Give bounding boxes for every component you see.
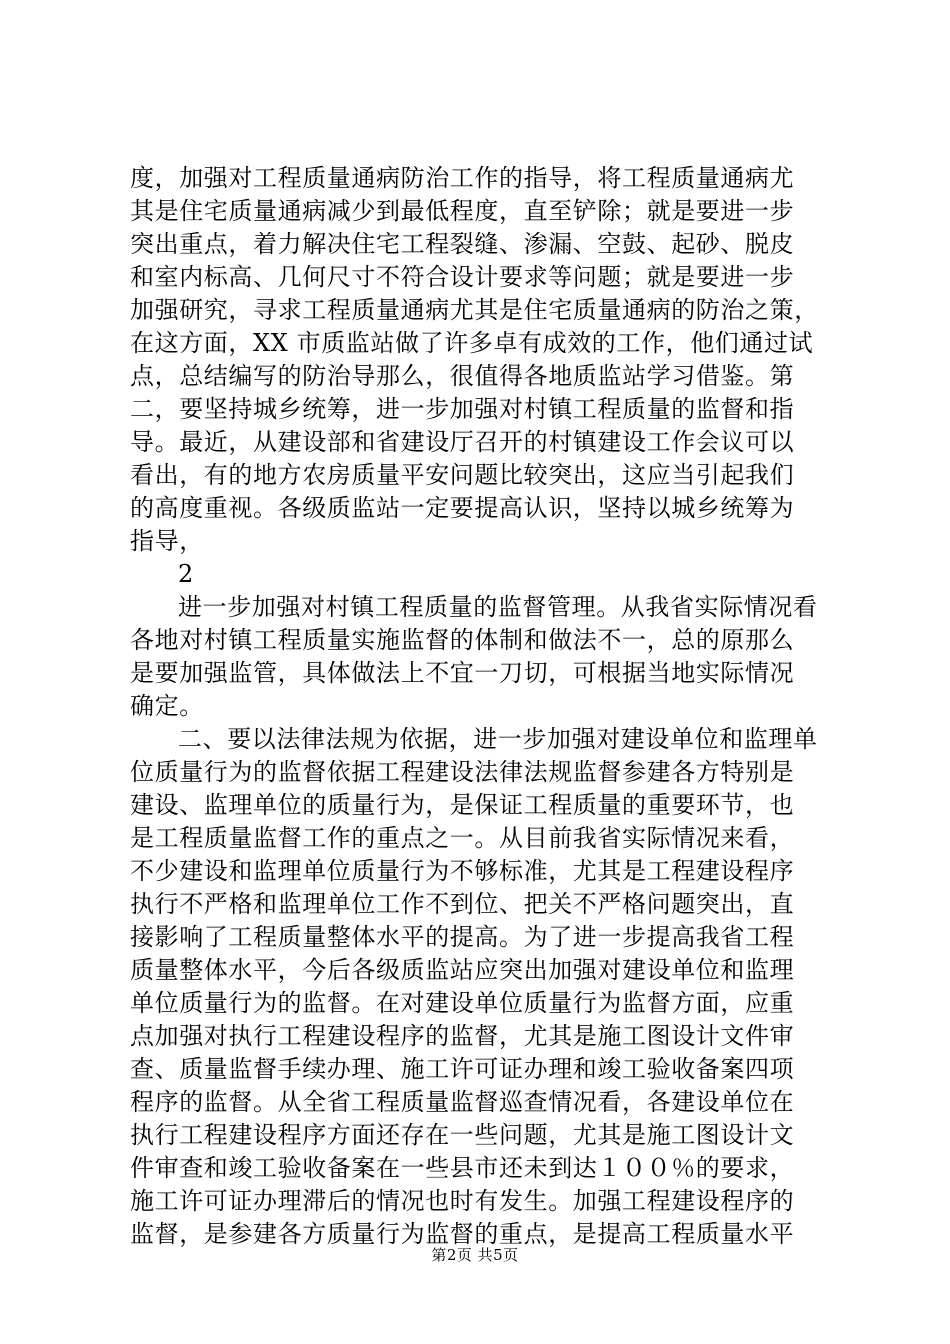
text-line: 看出，有的地方农房质量平安问题比较突出，这应当引起我们 xyxy=(130,461,795,489)
text-line: 质量整体水平，今后各级质监站应突出加强对建设单位和监理 xyxy=(130,956,795,984)
text-line: 度，加强对工程质量通病防治工作的指导，将工程质量通病尤 xyxy=(130,164,795,192)
text-line: 在这方面，XX 市质监站做了许多卓有成效的工作，他们通过试 xyxy=(130,329,814,357)
text-line: 是要加强监管，具体做法上不宜一刀切，可根据当地实际情况 xyxy=(130,659,795,687)
text-line: 接影响了工程质量整体水平的提高。为了进一步提高我省工程 xyxy=(130,923,795,951)
text-line: 其是住宅质量通病减少到最低程度，直至铲除；就是要进一步 xyxy=(130,197,795,225)
page-footer: 第2页 共5页 xyxy=(431,1246,519,1264)
text-line: 点加强对执行工程建设程序的监督，尤其是施工图设计文件审 xyxy=(130,1022,795,1050)
text-line: 执行工程建设程序方面还存在一些问题，尤其是施工图设计文 xyxy=(130,1121,795,1149)
text-line: 点，总结编写的防治导那么，很值得各地质监站学习借鉴。第 xyxy=(130,362,795,390)
text-line: 指导， xyxy=(130,527,204,555)
text-line: 加强研究，寻求工程质量通病尤其是住宅质量通病的防治之策， xyxy=(130,296,819,324)
text-line: 程序的监督。从全省工程质量监督巡查情况看，各建设单位在 xyxy=(130,1088,795,1116)
text-line: 进一步加强对村镇工程质量的监督管理。从我省实际情况看 xyxy=(178,593,818,621)
text-line: 突出重点，着力解决住宅工程裂缝、渗漏、空鼓、起砂、脱皮 xyxy=(130,230,795,258)
text-line: 的高度重视。各级质监站一定要提高认识，坚持以城乡统筹为 xyxy=(130,494,795,522)
text-line: 是工程质量监督工作的重点之一。从目前我省实际情况来看， xyxy=(130,824,795,852)
body-text xyxy=(130,162,830,1251)
text-line: 确定。 xyxy=(130,692,204,720)
text-line: 施工许可证办理滞后的情况也时有发生。加强工程建设程序的 xyxy=(130,1187,795,1215)
text-line: 和室内标高、几何尺寸不符合设计要求等问题；就是要进一步 xyxy=(130,263,795,291)
text-line: 单位质量行为的监督。在对建设单位质量行为监督方面，应重 xyxy=(130,989,795,1017)
text-line: 不少建设和监理单位质量行为不够标准，尤其是工程建设程序 xyxy=(130,857,795,885)
text-line: 位质量行为的监督依据工程建设法律法规监督参建各方特别是 xyxy=(130,758,795,786)
text-line: 件审查和竣工验收备案在一些县市还未到达１００％的要求， xyxy=(130,1154,795,1182)
text-line: 各地对村镇工程质量实施监督的体制和做法不一，总的原那么 xyxy=(130,626,795,654)
text-line: 监督，是参建各方质量行为监督的重点，是提高工程质量水平 xyxy=(130,1220,795,1248)
inline-page-number: 2 xyxy=(178,560,194,588)
text-line: 二，要坚持城乡统筹，进一步加强对村镇工程质量的监督和指 xyxy=(130,395,795,423)
text-line: 建设、监理单位的质量行为，是保证工程质量的重要环节，也 xyxy=(130,791,795,819)
text-line: 执行不严格和监理单位工作不到位、把关不严格问题突出，直 xyxy=(130,890,795,918)
text-line: 导。最近，从建设部和省建设厅召开的村镇建设工作会议可以 xyxy=(130,428,795,456)
text-line: 二、要以法律法规为依据，进一步加强对建设单位和监理单 xyxy=(178,725,818,753)
text-line: 查、质量监督手续办理、施工许可证办理和竣工验收备案四项 xyxy=(130,1055,795,1083)
